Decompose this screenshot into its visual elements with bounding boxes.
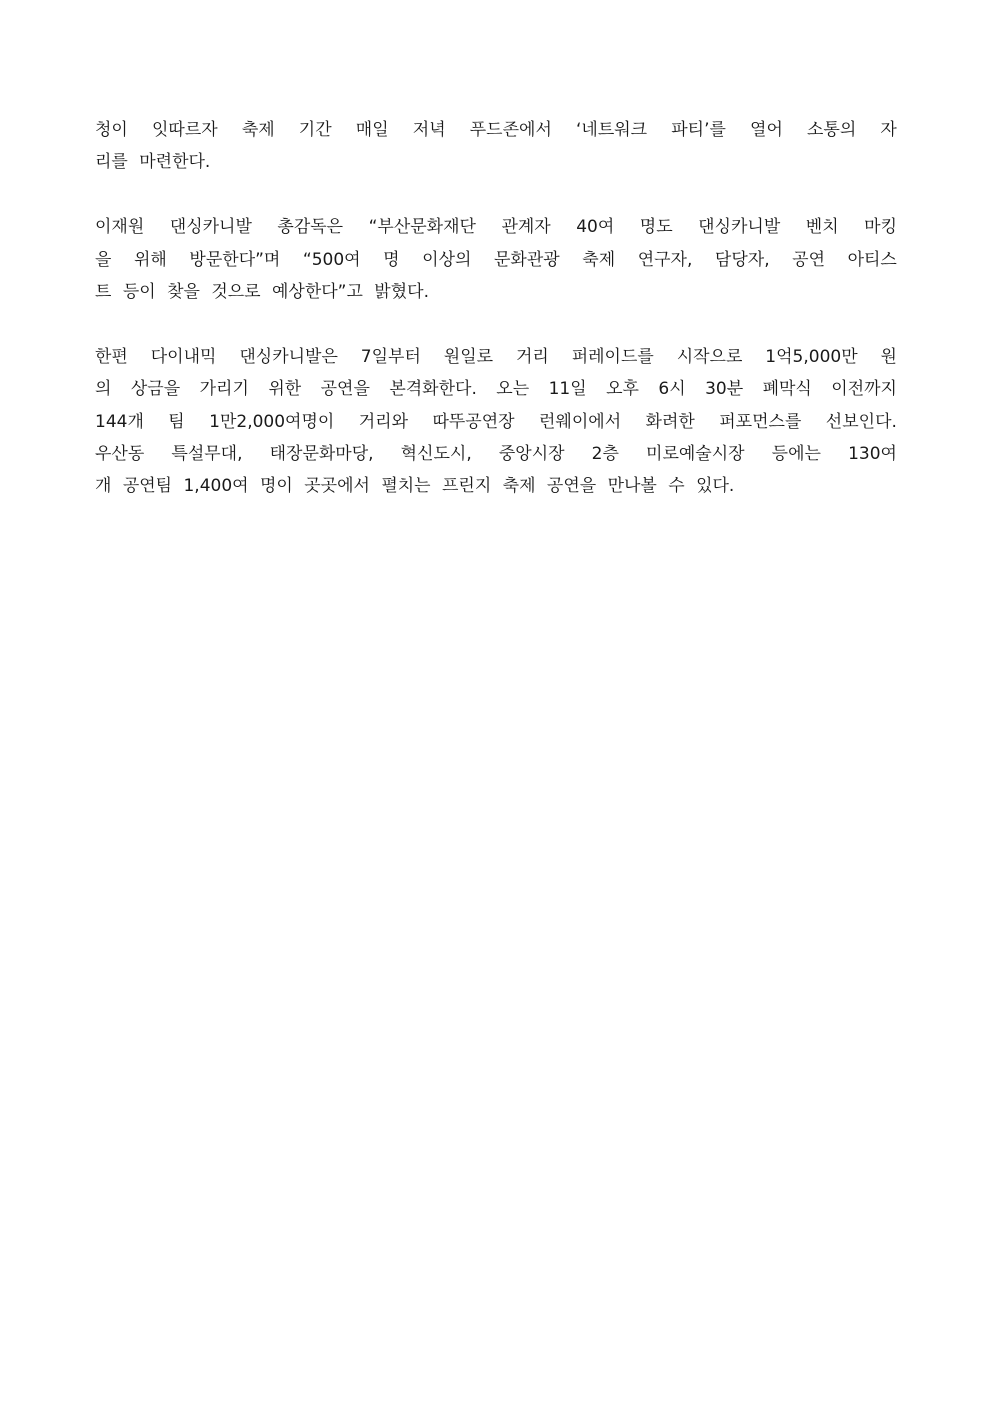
paragraph-line: 청이 잇따르자 축제 기간 매일 저녁 푸드존에서 ‘네트워크 파티’를 열어 소통의 자: [95, 120, 897, 140]
paragraph-director-quote: [95, 211, 897, 308]
paragraph-line: 리를 마련한다.: [95, 152, 211, 173]
paragraph-performances: [95, 341, 897, 503]
paragraph-line: 우산동 특설무대, 태장문화마당, 혁신도시, 중앙시장 2층 미로예술시장 등에는 130여: [95, 443, 897, 464]
paragraph-line: 의 상금을 가리기 위한 공연을 본격화한다. 오는 11일 오후 6시 30분 폐막식 이전까지: [95, 379, 897, 400]
article-body: [95, 114, 897, 535]
paragraph-line: 144개 팀 1만2,000여명이 거리와 따뚜공연장 런웨이에서 화려한 퍼포먼스를 선보인다.: [95, 411, 897, 432]
paragraph-line: 개 공연팀 1,400여 명이 곳곳에서 펼치는 프린지 축제 공연을 만나볼 수 있다.: [95, 476, 735, 497]
paragraph-line: 이재원 댄싱카니발 총감독은 “부산문화재단 관계자 40여 명도 댄싱카니발 벤치 마킹: [95, 217, 897, 238]
paragraph-line: 한편 다이내믹 댄싱카니발은 7일부터 원일로 거리 퍼레이드를 시작으로 1억5,000만 원: [95, 346, 897, 367]
paragraph-line: 트 등이 찾을 것으로 예상한다”고 밝혔다.: [95, 281, 429, 302]
paragraph-network-party: [95, 114, 897, 179]
paragraph-line: 을 위해 방문한다”며 “500여 명 이상의 문화관광 축제 연구자, 담당자, 공연 아티스: [95, 249, 897, 270]
